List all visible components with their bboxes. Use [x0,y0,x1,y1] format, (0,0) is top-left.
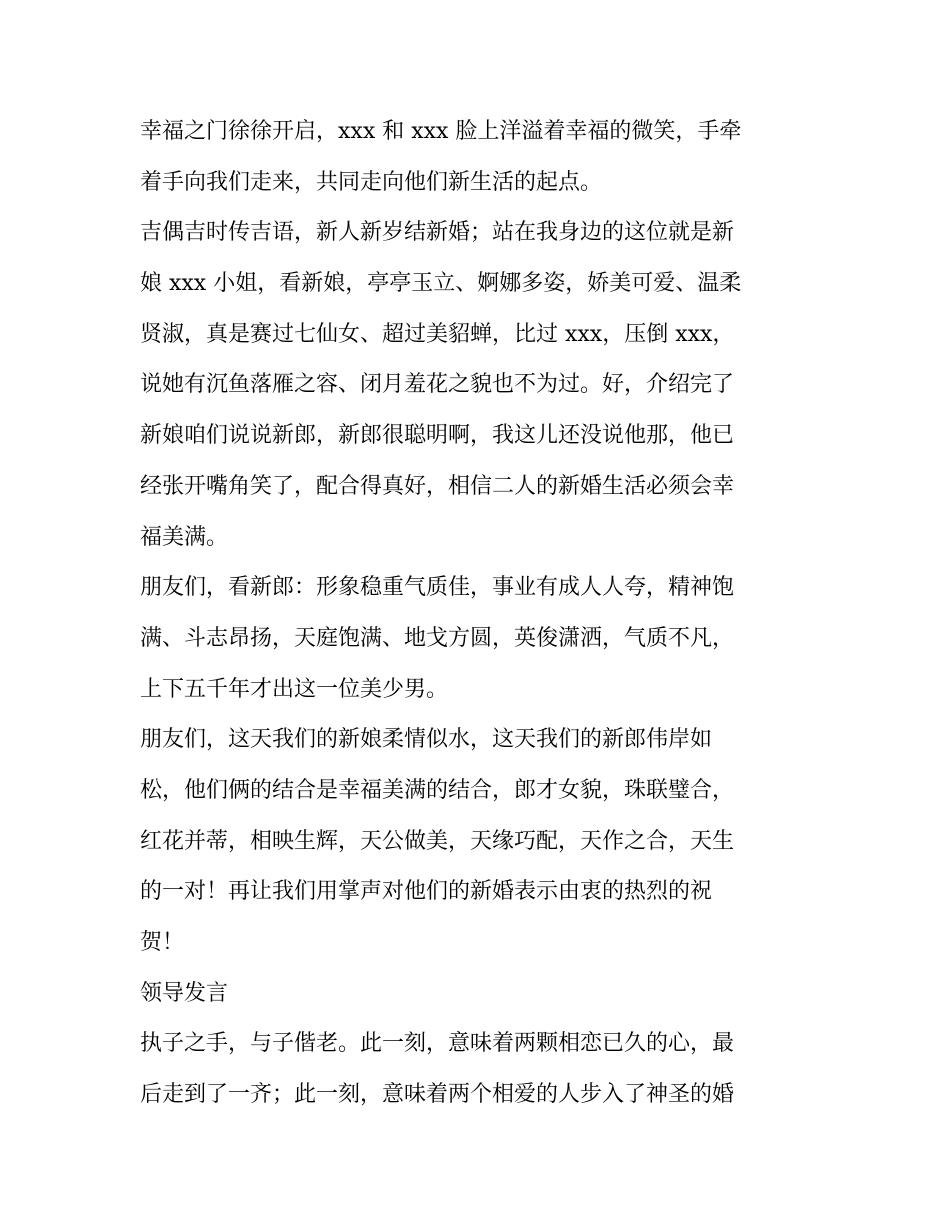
text-line: 朋友们，这天我们的新娘柔情似水，这天我们的新郎伟岸如 [140,727,713,753]
text-line: 执子之手，与子偕老。此一刻，意味着两颗相恋已久的心，最 [140,1031,735,1057]
text-line: 经张开嘴角笑了，配合得真好，相信二人的新婚生活必须会幸 [140,473,735,499]
text-line: 吉偶吉时传吉语，新人新岁结新婚；站在我身边的这位就是新 [140,220,735,246]
text-line: 后走到了一齐；此一刻，意味着两个相爱的人步入了神圣的婚 [140,1082,735,1108]
text-line: 福美满。 [140,524,229,550]
section-heading: 领导发言 [140,980,229,1006]
text-line: 贺！ [140,930,185,955]
text-line: 贤淑，真是赛过七仙女、超过美貂蝉，比过 xxx，压倒 xxx， [140,321,735,347]
text-line: 红花并蒂，相映生辉，天公做美，天缘巧配，天作之合，天生 [140,828,735,854]
text-line: 上下五千年才出这一位美少男。 [140,676,449,702]
document-body [140,107,820,1121]
text-line: 着手向我们走来，共同走向他们新生活的起点。 [140,169,603,195]
text-line: 松，他们俩的结合是幸福美满的结合，郎才女貌，珠联璧合， [140,777,735,803]
text-line: 的一对！再让我们用掌声对他们的新婚表示由衷的热烈的祝 [140,879,713,905]
text-line: 说她有沉鱼落雁之容、闭月羞花之貌也不为过。好，介绍完了 [140,372,735,398]
text-line: 娘 xxx 小姐，看新娘，亭亭玉立、婀娜多姿，娇美可爱、温柔 [140,271,742,297]
text-line: 朋友们，看新郎：形象稳重气质佳，事业有成人人夸，精神饱 [140,575,735,601]
text-line: 幸福之门徐徐开启，xxx 和 xxx 脸上洋溢着幸福的微笑，手牵 [140,119,742,144]
text-line: 新娘咱们说说新郎，新郎很聪明啊，我这儿还没说他那，他已 [140,423,735,449]
text-line: 满、斗志昂扬，天庭饱满、地戈方圆，英俊潇洒，气质不凡， [140,625,735,651]
